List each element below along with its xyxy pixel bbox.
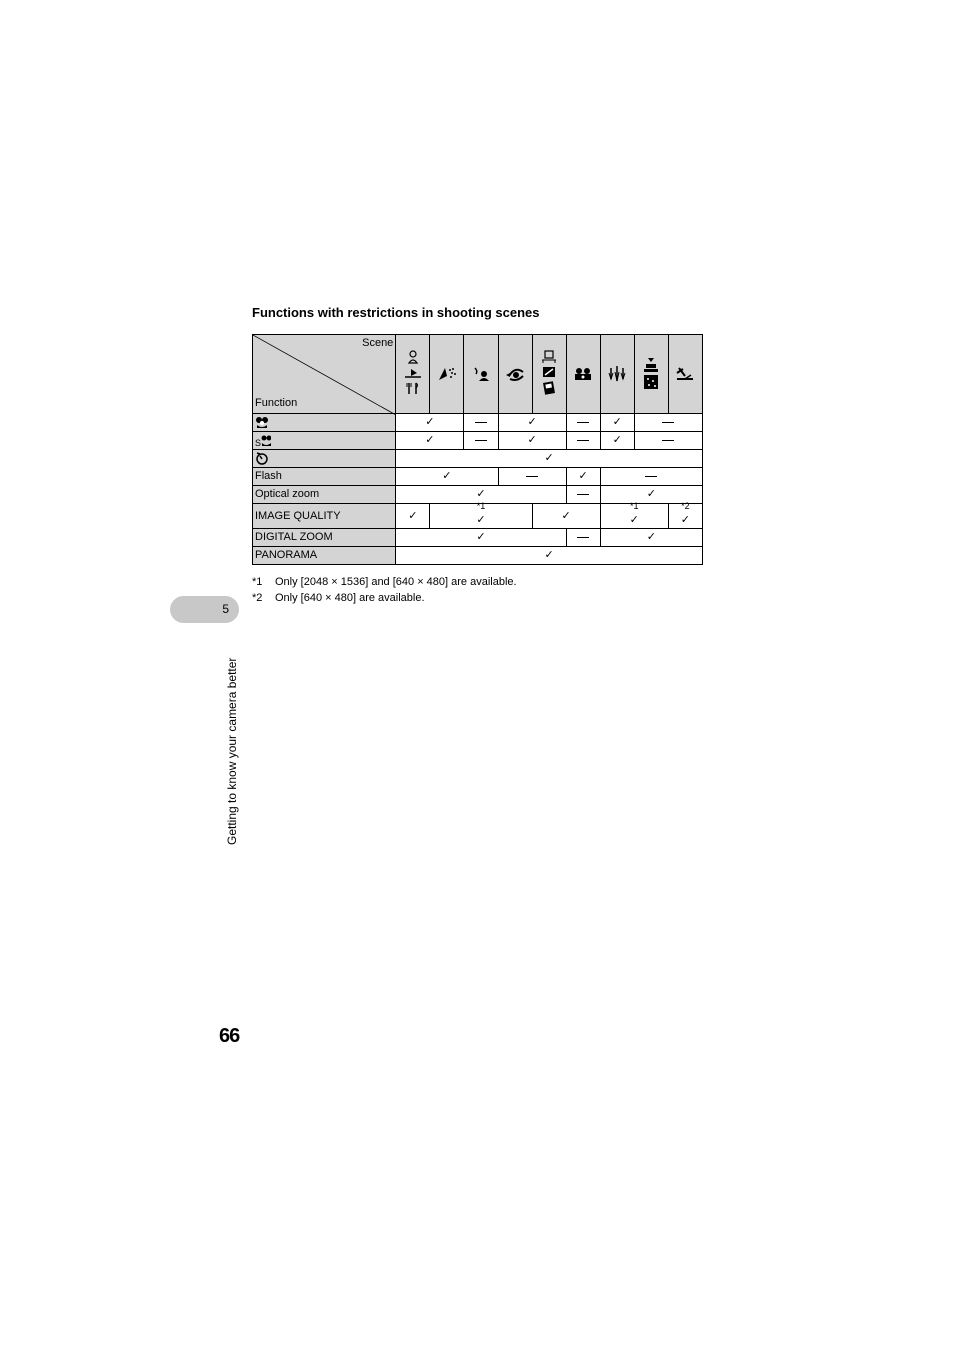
indoor-party-icon [430, 335, 464, 414]
table-cell [600, 414, 634, 432]
dash-icon [577, 422, 589, 423]
dash-icon [475, 440, 487, 441]
table-header-row [253, 335, 703, 414]
function-label-cell [253, 432, 396, 450]
check-icon: ✓ [629, 513, 639, 526]
function-label: DIGITAL ZOOM [255, 531, 333, 543]
check-icon: ✓ [476, 513, 486, 526]
table-row [253, 450, 703, 468]
table-row [253, 468, 703, 486]
function-label: IMAGE QUALITY [255, 509, 341, 522]
dash-icon [645, 476, 657, 477]
table-cell [600, 432, 634, 450]
table-cell [668, 501, 702, 529]
footnote-2-text: Only [640 × 480] are available. [275, 592, 425, 604]
function-label: Flash [255, 470, 282, 482]
function-label-cell [253, 486, 396, 504]
night-scene-snow-icons [634, 335, 668, 414]
table-cell [396, 450, 703, 468]
table-cell [634, 414, 702, 432]
footnote-ref: *2 [681, 501, 690, 511]
macro-icon [255, 416, 271, 428]
table-cell [566, 414, 600, 432]
footnote-1 [252, 576, 517, 588]
table-cell [566, 486, 600, 504]
dash-icon [526, 476, 538, 477]
table-cell [396, 547, 703, 565]
dash-icon [662, 440, 674, 441]
dash-icon [577, 537, 589, 538]
footnote-ref: *1 [629, 501, 639, 511]
function-label: PANORAMA [255, 549, 318, 561]
table-cell [464, 414, 498, 432]
table-cell [396, 529, 566, 547]
table-row [253, 432, 703, 450]
check-icon: ✓ [544, 549, 554, 561]
table-corner-cell [253, 335, 396, 414]
table-cell [396, 468, 498, 486]
check-icon: ✓ [476, 488, 486, 500]
section-title: Functions with restrictions in shooting scenes [252, 305, 540, 320]
table-row [253, 529, 703, 547]
table-cell [532, 504, 600, 529]
svg-text:S: S [255, 437, 262, 447]
sunset-icon [498, 335, 532, 414]
check-icon: ✓ [578, 470, 588, 482]
check-icon: ✓ [561, 509, 571, 522]
check-icon: ✓ [612, 434, 622, 446]
table-row [253, 414, 703, 432]
dash-icon [475, 422, 487, 423]
table-row [253, 504, 703, 529]
beach-snow-icon [668, 335, 702, 414]
function-label-cell [253, 504, 396, 529]
table-cell [396, 432, 464, 450]
super-macro-icon [255, 434, 271, 446]
table-cell [464, 432, 498, 450]
dash-icon [577, 440, 589, 441]
corner-scene-label: Scene [362, 337, 394, 349]
footnote-1-num: *1 [252, 576, 263, 588]
check-icon: ✓ [408, 509, 418, 522]
check-icon: ✓ [425, 434, 435, 446]
restrictions-table [252, 334, 703, 565]
table-cell [600, 468, 702, 486]
check-icon: ✓ [646, 531, 656, 543]
table-cell [566, 432, 600, 450]
self-timer-icon [255, 452, 271, 464]
footnote-2-num: *2 [252, 592, 263, 604]
check-icon: ✓ [425, 416, 435, 428]
chapter-tab-number: 5 [222, 602, 229, 616]
function-label: Optical zoom [255, 488, 320, 500]
function-label-cell [253, 547, 396, 565]
check-icon: ✓ [527, 416, 537, 428]
table-cell [430, 501, 532, 529]
check-icon: ✓ [612, 416, 622, 428]
table-cell [498, 414, 566, 432]
table-row [253, 547, 703, 565]
check-icon: ✓ [646, 488, 656, 500]
dash-icon [662, 422, 674, 423]
fireworks-icon [600, 335, 634, 414]
table-cell [600, 501, 668, 529]
table-cell [396, 414, 464, 432]
table-cell [600, 529, 702, 547]
table-cell [566, 468, 600, 486]
document-auction-shoot-select-icons [532, 335, 566, 414]
dash-icon [577, 494, 589, 495]
check-icon: ✓ [527, 434, 537, 446]
check-icon: ✓ [442, 470, 452, 482]
function-label-cell [253, 450, 396, 468]
corner-function-label: Function [255, 397, 298, 409]
function-label-cell [253, 468, 396, 486]
check-icon: ✓ [680, 513, 691, 526]
table-cell [634, 432, 702, 450]
check-icon: ✓ [476, 531, 486, 543]
table-cell [498, 432, 566, 450]
footnote-2 [252, 592, 425, 604]
table-cell [396, 504, 430, 529]
chapter-side-text: Getting to know your camera better [225, 657, 239, 845]
footnote-1-text: Only [2048 × 1536] and [640 × 480] are available. [275, 576, 517, 588]
function-label-cell [253, 414, 396, 432]
page-number: 66 [219, 1025, 240, 1047]
chapter-tab [170, 596, 239, 623]
behind-glass-icon [566, 335, 600, 414]
candle-icon [464, 335, 498, 414]
footnote-ref: *1 [476, 501, 486, 511]
table-cell [498, 468, 566, 486]
function-label-cell [253, 529, 396, 547]
check-icon: ✓ [544, 452, 554, 464]
table-cell [566, 529, 600, 547]
portrait-landscape-cuisine-icons [396, 335, 430, 414]
